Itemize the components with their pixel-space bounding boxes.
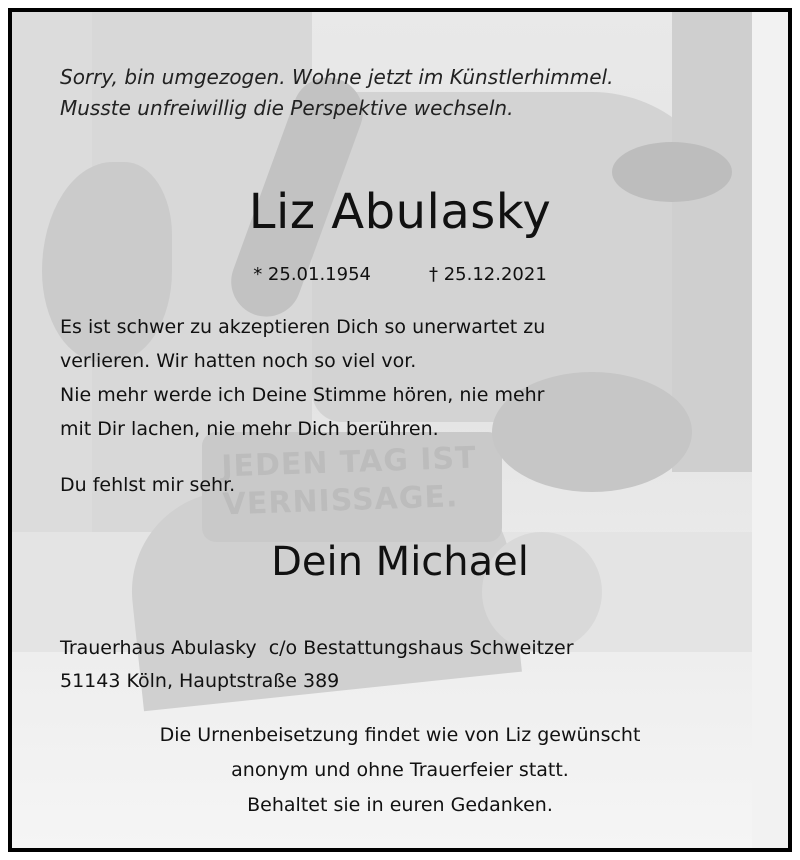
motto-line: Sorry, bin umgezogen. Wohne jetzt im Künstlerhimmel. xyxy=(60,65,614,89)
life-dates xyxy=(12,262,788,288)
notice-line: Die Urnenbeisetzung findet wie von Liz gewünscht xyxy=(159,724,641,746)
message-line: verlieren. Wir hatten noch so viel vor. xyxy=(60,350,417,372)
address-line: 51143 Köln, Hauptstraße 389 xyxy=(60,670,340,692)
message-line: Nie mehr werde ich Deine Stimme hören, nie mehr xyxy=(60,384,545,406)
notice-line: Behaltet sie in euren Gedanken. xyxy=(247,794,553,816)
message-line: mit Dir lachen, nie mehr Dich berühren. xyxy=(60,418,439,440)
obituary-text xyxy=(12,12,788,848)
notice-line: anonym und ohne Trauerfeier statt. xyxy=(231,759,569,781)
background-sign-text: JEDEN TAG IST VERNISSAGE. xyxy=(220,440,478,523)
address-line: Trauerhaus Abulasky c/o Bestattungshaus Schweitzer xyxy=(60,637,574,659)
closing-line: Du fehlst mir sehr. xyxy=(60,474,236,496)
message xyxy=(60,310,545,446)
motto-line: Musste unfreiwillig die Perspektive wechseln. xyxy=(60,96,514,120)
obituary-card xyxy=(8,8,792,852)
message-line: Es ist schwer zu akzeptieren Dich so unerwartet zu xyxy=(60,316,546,338)
death-date: † 25.12.2021 xyxy=(429,264,547,285)
deceased-name: Liz Abulasky xyxy=(248,184,552,240)
mourning-address xyxy=(60,632,574,698)
signature: Dein Michael xyxy=(271,539,529,585)
birth-date: * 25.01.1954 xyxy=(253,264,371,285)
motto xyxy=(60,62,613,124)
burial-notice xyxy=(12,718,788,823)
